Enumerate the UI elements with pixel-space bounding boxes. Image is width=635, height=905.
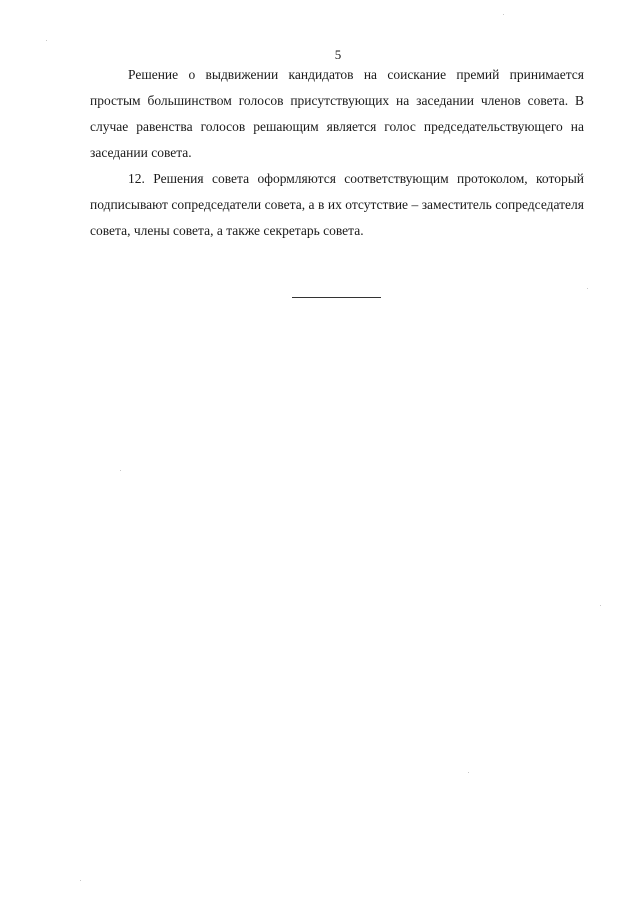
page-number: 5 (334, 47, 342, 62)
paragraph-voting-decision: Решение о выдвижении кандидатов на соискание премий принимается простым большинством голосов присутствующих на заседании членов совета. В случае равенства голосов решающим является голос председательствующего на заседании совета. (90, 67, 584, 160)
scan-speck (600, 605, 601, 606)
scan-speck (503, 14, 504, 15)
scan-speck (468, 772, 469, 773)
scan-speck (80, 880, 81, 881)
scan-speck (120, 470, 121, 471)
document-body (90, 62, 584, 244)
end-of-document-rule (292, 297, 381, 298)
scan-speck (587, 288, 588, 289)
paragraph-12-protocol: 12. Решения совета оформляются соответствующим протоколом, который подписывают сопредседатели совета, а в их отсутствие – заместитель сопредседателя совета, члены совета, а также секретарь совета. (90, 171, 584, 238)
scan-speck (46, 40, 47, 41)
